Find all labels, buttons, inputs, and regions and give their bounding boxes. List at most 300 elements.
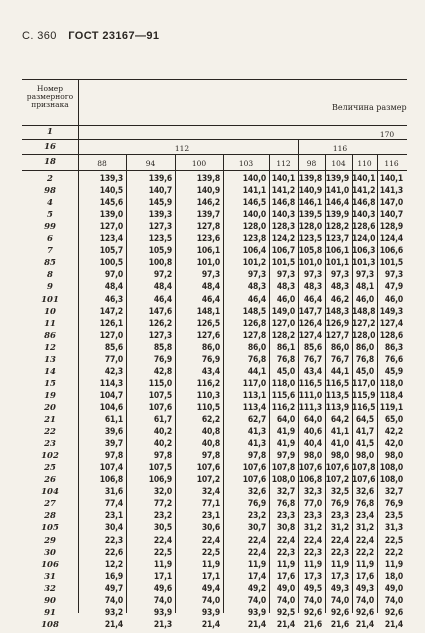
table-cell: 128,0 [242, 222, 266, 233]
table-cell: 32,4 [201, 487, 220, 498]
row-id: 85 [44, 258, 56, 269]
table-cell: 104,7 [99, 390, 123, 401]
row-id: 6 [47, 234, 53, 245]
table-cell: 61,1 [104, 415, 123, 425]
table-cell: 97,3 [330, 270, 349, 281]
table-cell: 127,6 [196, 330, 220, 341]
table-cell: 140,1 [271, 174, 295, 184]
table-cell: 40,2 [153, 427, 172, 438]
table-cell: 118,0 [379, 378, 403, 389]
table-cell: 140,3 [352, 210, 376, 221]
table-cell: 77,4 [104, 499, 123, 510]
table-cell: 140,7 [148, 186, 172, 197]
level-label: 16 [44, 142, 56, 152]
table-cell: 100,8 [148, 258, 172, 269]
row-id: 101 [41, 294, 59, 305]
table-cell: 127,0 [99, 330, 123, 341]
table-cell: 97,8 [201, 451, 220, 462]
table-cell: 116,2 [196, 378, 220, 389]
table-cell: 118,0 [271, 378, 295, 389]
table-cell: 41,9 [276, 427, 295, 438]
table-cell: 86,0 [330, 342, 349, 353]
table-cell: 110,5 [196, 402, 220, 413]
table-cell: 147,6 [148, 306, 172, 317]
table-cell: 140,0 [242, 210, 266, 221]
level2-value: 112 [174, 144, 190, 153]
table-cell: 97,0 [104, 270, 123, 281]
table-cell: 93,9 [201, 607, 220, 618]
table-cell: 22,6 [104, 547, 123, 558]
table-cell: 41,7 [355, 427, 374, 438]
table-cell: 49,4 [201, 583, 220, 594]
table-cell: 22,4 [201, 535, 220, 546]
table-cell: 41,5 [355, 439, 374, 450]
table-cell: 93,2 [104, 607, 123, 618]
table-cell: 74,0 [276, 595, 295, 606]
table-cell: 124,2 [271, 234, 295, 245]
row-id: 12 [44, 342, 56, 353]
table-cell: 11,9 [276, 559, 295, 570]
table-cell: 140,5 [99, 186, 123, 197]
table-cell: 107,6 [242, 475, 266, 486]
table-cell: 22,3 [104, 535, 123, 546]
table-cell: 30,8 [276, 523, 295, 534]
table-cell: 44,1 [330, 366, 349, 377]
table-cell: 139,5 [298, 210, 322, 221]
table-cell: 86,0 [201, 342, 220, 353]
row-id: 10 [44, 306, 56, 317]
table-cell: 117,0 [242, 378, 266, 389]
row-id: 7 [47, 246, 53, 257]
table-cell: 39,7 [104, 439, 123, 450]
table-cell: 98,0 [330, 451, 349, 462]
table-cell: 65,0 [384, 415, 403, 425]
table-cell: 149,3 [379, 306, 403, 317]
table-cell: 128,2 [271, 330, 295, 341]
page-header [22, 30, 159, 42]
table-cell: 86,0 [247, 342, 266, 353]
level1-value: 170 [379, 130, 395, 139]
column-header: 104 [331, 159, 346, 168]
table-cell: 114,3 [99, 378, 123, 389]
table-cell: 62,7 [247, 415, 266, 425]
row-id: 99 [44, 222, 56, 233]
table-cell: 64,0 [303, 415, 322, 425]
table-cell: 11,9 [355, 559, 374, 570]
table-cell: 92,6 [330, 607, 349, 618]
row-id: 86 [44, 330, 56, 341]
table-cell: 126,4 [298, 318, 322, 329]
table-cell: 147,7 [298, 306, 322, 317]
column-header: 100 [191, 159, 207, 168]
table-cell: 127,4 [379, 318, 403, 329]
table-cell: 123,5 [148, 234, 172, 245]
table-cell: 77,0 [303, 499, 322, 510]
table-cell: 74,0 [104, 595, 123, 606]
row-id: 29 [44, 535, 56, 546]
table-cell: 21,6 [330, 619, 349, 630]
table-cell: 21,4 [104, 619, 123, 630]
table-cell: 115,6 [271, 390, 295, 401]
table-cell: 49,0 [384, 583, 403, 594]
row-id: 4 [47, 198, 53, 209]
table-cell: 128,0 [352, 330, 376, 341]
table-cell: 140,1 [379, 174, 403, 184]
table-cell: 127,4 [298, 330, 322, 341]
table-cell: 42,8 [153, 366, 172, 377]
table-cell: 46,4 [153, 294, 172, 305]
table-cell: 21,4 [384, 619, 403, 630]
table-cell: 77,0 [104, 354, 123, 365]
table-cell: 41,0 [330, 439, 349, 450]
table-cell: 39,6 [104, 427, 123, 438]
table-cell: 40,8 [201, 439, 220, 450]
table-caption: Величина размер [332, 103, 407, 112]
table-cell: 116,5 [325, 378, 349, 389]
table-cell: 128,6 [379, 330, 403, 341]
table-cell: 116,5 [352, 402, 376, 413]
table-cell: 47,9 [384, 282, 403, 293]
table-cell: 22,3 [303, 547, 322, 558]
table-cell: 148,3 [325, 306, 349, 317]
table-cell: 23,2 [247, 511, 266, 522]
table-cell: 140,1 [352, 174, 376, 184]
table-cell: 97,3 [303, 270, 322, 281]
table-cell: 106,8 [99, 475, 123, 486]
table-cell: 107,6 [352, 475, 376, 486]
table-cell: 21,4 [247, 619, 266, 630]
row-id: 23 [44, 439, 56, 450]
row-header-line: Номер [36, 84, 64, 93]
row-id: 28 [44, 511, 56, 522]
table-cell: 85,8 [153, 342, 172, 353]
table-cell: 22,5 [384, 535, 403, 546]
row-id: 14 [44, 366, 56, 377]
level2-value: 116 [332, 144, 348, 153]
table-cell: 76,8 [276, 354, 295, 365]
table-cell: 97,8 [247, 451, 266, 462]
table-cell: 139,8 [196, 174, 220, 184]
table-cell: 100,5 [99, 258, 123, 269]
table-cell: 48,3 [303, 282, 322, 293]
table-cell: 128,9 [379, 222, 403, 233]
table-cell: 74,0 [201, 595, 220, 606]
table-cell: 22,4 [247, 535, 266, 546]
table-cell: 49,3 [355, 583, 374, 594]
row-id: 90 [44, 595, 56, 606]
table-cell: 124,0 [352, 234, 376, 245]
table-cell: 113,4 [242, 402, 266, 413]
table-cell: 110,3 [196, 390, 220, 401]
table-cell: 46,0 [355, 294, 374, 305]
table-cell: 45,0 [355, 366, 374, 377]
table-cell: 30,5 [153, 523, 172, 534]
table-cell: 123,5 [298, 234, 322, 245]
table-cell: 97,3 [247, 270, 266, 281]
table-cell: 141,0 [325, 186, 349, 197]
table-cell: 22,5 [201, 547, 220, 558]
table-cell: 106,9 [148, 475, 172, 486]
row-id: 9 [47, 282, 53, 293]
table-cell: 17,1 [201, 571, 220, 582]
column-header: 116 [384, 159, 399, 168]
table-cell: 116,2 [271, 402, 295, 413]
table-cell: 46,4 [247, 294, 266, 305]
table-cell: 124,4 [379, 234, 403, 245]
table-cell: 76,9 [201, 354, 220, 365]
table-cell: 107,4 [99, 463, 123, 474]
table-cell: 126,2 [148, 318, 172, 329]
table-cell: 85,6 [104, 342, 123, 353]
table-cell: 146,8 [352, 198, 376, 209]
table-cell: 46,3 [104, 294, 123, 305]
table-cell: 17,3 [330, 571, 349, 582]
row-header-line: размерного [26, 92, 74, 101]
table-cell: 40,8 [201, 427, 220, 438]
table-cell: 40,4 [303, 439, 322, 450]
row-id: 20 [44, 402, 56, 413]
table-cell: 74,0 [330, 595, 349, 606]
table-cell: 146,5 [242, 198, 266, 209]
table-cell: 116,5 [298, 378, 322, 389]
table-cell: 101,1 [325, 258, 349, 269]
table-cell: 139,7 [196, 210, 220, 221]
table-cell: 127,3 [148, 222, 172, 233]
table-cell: 97,3 [201, 270, 220, 281]
table-cell: 104,6 [99, 402, 123, 413]
rule [22, 125, 407, 126]
table-cell: 107,5 [148, 390, 172, 401]
table-cell: 76,9 [384, 499, 403, 510]
table-cell: 113,9 [325, 402, 349, 413]
table-cell: 97,3 [276, 270, 295, 281]
table-cell: 30,4 [104, 523, 123, 534]
table-cell: 21,4 [201, 619, 220, 630]
table-cell: 108,0 [379, 463, 403, 474]
table-cell: 23,4 [355, 511, 374, 522]
table-cell: 140,9 [298, 186, 322, 197]
table-cell: 43,4 [201, 366, 220, 377]
table-cell: 93,9 [247, 607, 266, 618]
table-cell: 40,6 [303, 427, 322, 438]
table-cell: 105,7 [99, 246, 123, 257]
table-cell: 97,8 [104, 451, 123, 462]
table-cell: 107,6 [196, 463, 220, 474]
table-cell: 45,0 [276, 366, 295, 377]
table-cell: 115,9 [352, 390, 376, 401]
table-cell: 105,9 [148, 246, 172, 257]
table-cell: 141,1 [242, 186, 266, 197]
table-cell: 31,2 [330, 523, 349, 534]
table-cell: 23,3 [276, 511, 295, 522]
table-cell: 76,9 [330, 499, 349, 510]
table-cell: 21,4 [276, 619, 295, 630]
table-cell: 76,7 [303, 354, 322, 365]
table-cell: 148,8 [352, 306, 376, 317]
table-cell: 49,6 [153, 583, 172, 594]
table-cell: 140,9 [196, 186, 220, 197]
table-cell: 23,1 [201, 511, 220, 522]
table-cell: 64,2 [330, 415, 349, 425]
table-cell: 49,2 [247, 583, 266, 594]
table-cell: 93,9 [153, 607, 172, 618]
table-cell: 106,6 [379, 246, 403, 257]
table-cell: 32,7 [384, 487, 403, 498]
table-cell: 31,2 [355, 523, 374, 534]
table-cell: 106,8 [298, 475, 322, 486]
table-cell: 45,9 [384, 366, 403, 377]
table-cell: 118,4 [379, 390, 403, 401]
table-cell: 32,7 [276, 487, 295, 498]
table-cell: 21,6 [303, 619, 322, 630]
table-cell: 49,7 [104, 583, 123, 594]
table-cell: 141,3 [379, 186, 403, 197]
table-cell: 41,1 [330, 427, 349, 438]
row-id: 30 [44, 547, 56, 558]
table-cell: 74,0 [303, 595, 322, 606]
table-cell: 48,4 [201, 282, 220, 293]
table-cell: 62,2 [201, 415, 220, 425]
table-cell: 106,1 [196, 246, 220, 257]
table-cell: 128,3 [271, 222, 295, 233]
table-cell: 74,0 [384, 595, 403, 606]
table-cell: 101,5 [271, 258, 295, 269]
table-cell: 41,3 [247, 427, 266, 438]
table-cell: 107,2 [196, 475, 220, 486]
column-header: 103 [238, 159, 254, 168]
table-cell: 128,2 [325, 222, 349, 233]
table-cell: 139,8 [298, 174, 322, 184]
table-cell: 64,0 [276, 415, 295, 425]
table-cell: 74,0 [153, 595, 172, 606]
table-cell: 40,2 [153, 439, 172, 450]
table-cell: 22,2 [384, 547, 403, 558]
table-cell: 92,6 [303, 607, 322, 618]
table-cell: 76,6 [384, 354, 403, 365]
table-cell: 98,0 [355, 451, 374, 462]
table-cell: 86,1 [276, 342, 295, 353]
table-cell: 48,4 [153, 282, 172, 293]
row-id: 102 [41, 451, 59, 462]
table-cell: 141,2 [352, 186, 376, 197]
table-cell: 140,7 [379, 210, 403, 221]
table-cell: 17,6 [276, 571, 295, 582]
table-cell: 11,9 [384, 559, 403, 570]
table-cell: 141,2 [271, 186, 295, 197]
table-cell: 46,0 [384, 294, 403, 305]
table-cell: 139,9 [325, 174, 349, 184]
table-cell: 74,0 [247, 595, 266, 606]
table-cell: 76,7 [330, 354, 349, 365]
table-cell: 86,3 [384, 342, 403, 353]
table-cell: 48,3 [276, 282, 295, 293]
table-cell: 146,8 [271, 198, 295, 209]
table-cell: 22,4 [247, 547, 266, 558]
table-cell: 11,9 [153, 559, 172, 570]
table-cell: 46,0 [276, 294, 295, 305]
table-cell: 127,0 [271, 318, 295, 329]
table-cell: 145,9 [148, 198, 172, 209]
level-label: 18 [44, 157, 56, 167]
table-cell: 17,4 [247, 571, 266, 582]
table-cell: 23,1 [104, 511, 123, 522]
table-cell: 11,9 [247, 559, 266, 570]
table-cell: 97,3 [384, 270, 403, 281]
table-cell: 76,8 [276, 499, 295, 510]
table-cell: 107,5 [148, 463, 172, 474]
table-cell: 140,3 [271, 210, 295, 221]
table-cell: 86,0 [355, 342, 374, 353]
table-cell: 111,0 [298, 390, 322, 401]
table-cell: 31,2 [303, 523, 322, 534]
table-cell: 23,3 [303, 511, 322, 522]
table-cell: 22,3 [330, 547, 349, 558]
table-cell: 149,0 [271, 306, 295, 317]
table-cell: 43,4 [303, 366, 322, 377]
table-cell: 146,2 [196, 198, 220, 209]
column-header: 110 [357, 159, 372, 168]
table-cell: 77,1 [201, 499, 220, 510]
row-id: 19 [44, 390, 56, 401]
column-header: 88 [97, 159, 107, 168]
row-id: 11 [44, 318, 56, 329]
row-id: 21 [44, 415, 56, 425]
table-cell: 147,0 [379, 198, 403, 209]
table-cell: 22,4 [330, 535, 349, 546]
row-id: 31 [44, 571, 56, 582]
table-cell: 123,4 [99, 234, 123, 245]
table-cell: 146,4 [325, 198, 349, 209]
table-cell: 31,6 [104, 487, 123, 498]
table-cell: 41,3 [247, 439, 266, 450]
table-cell: 98,0 [384, 451, 403, 462]
table-cell: 119,1 [379, 402, 403, 413]
table-cell: 92,5 [276, 607, 295, 618]
table-cell: 22,4 [303, 535, 322, 546]
table-cell: 111,3 [298, 402, 322, 413]
table-cell: 11,9 [330, 559, 349, 570]
table-cell: 44,1 [247, 366, 266, 377]
table-cell: 31,3 [384, 523, 403, 534]
table-cell: 42,0 [384, 439, 403, 450]
table-cell: 22,3 [276, 547, 295, 558]
row-id: 105 [41, 523, 59, 534]
table-cell: 128,6 [352, 222, 376, 233]
table-cell: 127,3 [148, 330, 172, 341]
row-id: 13 [44, 354, 56, 365]
table-cell: 74,0 [355, 595, 374, 606]
table-cell: 139,3 [99, 174, 123, 184]
table-cell: 127,2 [352, 318, 376, 329]
table-cell: 85,6 [303, 342, 322, 353]
table-cell: 139,6 [148, 174, 172, 184]
table-cell: 117,0 [352, 378, 376, 389]
table-cell: 106,7 [271, 246, 295, 257]
column-header: 98 [306, 159, 317, 168]
table-cell: 42,2 [384, 427, 403, 438]
table-cell: 115,0 [148, 378, 172, 389]
row-id: 26 [44, 475, 56, 486]
row-id: 27 [44, 499, 56, 510]
page-number: С. 360 [22, 30, 57, 42]
table-cell: 64,5 [355, 415, 374, 425]
table-cell: 17,1 [153, 571, 172, 582]
table-cell: 22,2 [355, 547, 374, 558]
size-table [22, 79, 407, 630]
table-cell: 101,2 [242, 258, 266, 269]
table-cell: 76,9 [247, 499, 266, 510]
table-cell: 30,7 [247, 523, 266, 534]
